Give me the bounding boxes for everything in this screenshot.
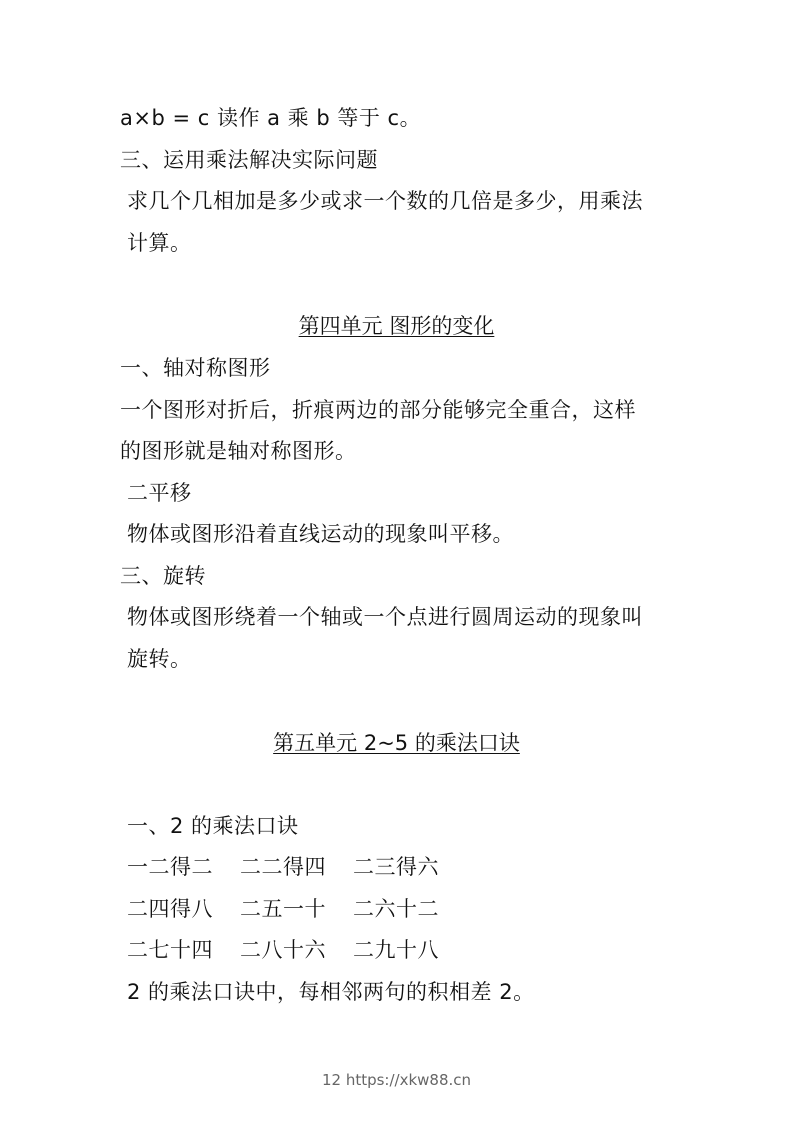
multiplication-row [127, 895, 466, 923]
section-title: 一、轴对称图形 [120, 356, 271, 380]
multiplication-rhyme: 二二得四 [240, 855, 326, 879]
multiplication-rhyme: 一二得二 [127, 855, 213, 879]
paragraph-line: 计算。 [127, 231, 192, 255]
unit-heading-text: 第四单元 图形的变化 [298, 314, 495, 338]
formula-line: a×b = c 读作 a 乘 b 等于 c。 [120, 106, 422, 130]
paragraph-line: 2 的乘法口诀中，每相邻两句的积相差 2。 [127, 980, 535, 1004]
paragraph-line: 求几个几相加是多少或求一个数的几倍是多少，用乘法 [127, 189, 643, 213]
unit-heading [0, 729, 793, 757]
section-title: 三、运用乘法解决实际问题 [120, 148, 378, 172]
paragraph-line: 一个图形对折后，折痕两边的部分能够完全重合，这样 [120, 398, 636, 422]
multiplication-rhyme: 二六十二 [353, 897, 439, 921]
multiplication-rhyme: 二八十六 [240, 938, 326, 962]
multiplication-row [127, 853, 466, 881]
multiplication-rhyme: 二五一十 [240, 897, 326, 921]
unit-heading-text: 第五单元 2~5 的乘法口诀 [273, 731, 520, 755]
paragraph-line: 的图形就是轴对称图形。 [120, 439, 357, 463]
section-title: 二平移 [127, 481, 192, 505]
unit-heading [0, 312, 793, 340]
section-title: 一、2 的乘法口诀 [127, 814, 299, 838]
multiplication-row [127, 936, 466, 964]
paragraph-line: 物体或图形绕着一个轴或一个点进行圆周运动的现象叫 [127, 605, 643, 629]
page-footer: 12 https://xkw88.cn [321, 1071, 472, 1089]
section-title: 三、旋转 [120, 564, 206, 588]
multiplication-rhyme: 二七十四 [127, 938, 213, 962]
paragraph-line: 物体或图形沿着直线运动的现象叫平移。 [127, 522, 514, 546]
multiplication-rhyme: 二九十八 [353, 938, 439, 962]
paragraph-line: 旋转。 [127, 647, 192, 671]
multiplication-rhyme: 二三得六 [353, 855, 439, 879]
multiplication-rhyme: 二四得八 [127, 897, 213, 921]
